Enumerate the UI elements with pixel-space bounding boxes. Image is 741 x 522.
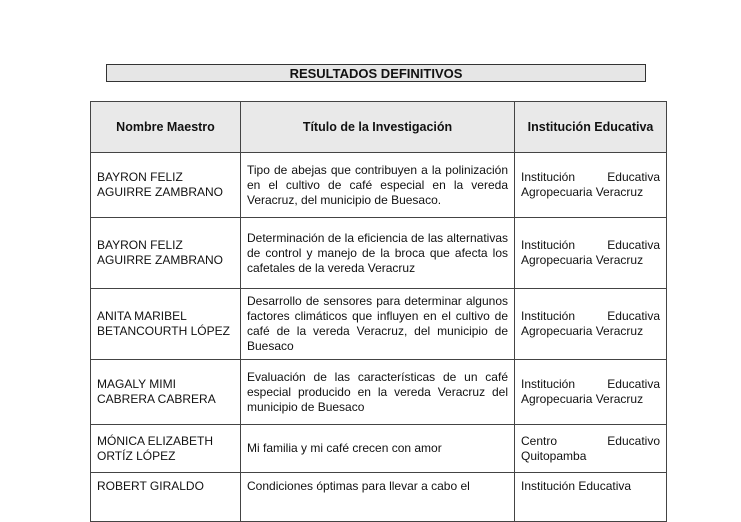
table-header-row <box>91 102 667 153</box>
title-cell: Mi familia y mi café crecen con amor <box>241 425 515 473</box>
institution-cell: Institución Educativa Agropecuaria Veracruz <box>515 218 667 289</box>
title-cell: Desarrollo de sensores para determinar algunos factores climáticos que influyen en el cultivo de café de la vereda Veracruz, del municipio de Buesaco <box>241 289 515 360</box>
table-row <box>91 360 667 425</box>
title-cell: Condiciones óptimas para llevar a cabo el <box>241 473 515 522</box>
header-teacher: Nombre Maestro <box>91 102 241 153</box>
teacher-cell: BAYRON FELIZ AGUIRRE ZAMBRANO <box>91 218 241 289</box>
table-row <box>91 289 667 360</box>
title-cell: Evaluación de las características de un café especial producido en la vereda Veracruz del municipio de Buesaco <box>241 360 515 425</box>
results-heading: RESULTADOS DEFINITIVOS <box>106 64 646 82</box>
institution-cell: Centro Educativo Quitopamba <box>515 425 667 473</box>
teacher-cell: BAYRON FELIZ AGUIRRE ZAMBRANO <box>91 153 241 218</box>
table-row <box>91 153 667 218</box>
teacher-cell: ROBERT GIRALDO <box>91 473 241 522</box>
header-title: Título de la Investigación <box>241 102 515 153</box>
teacher-cell: ANITA MARIBEL BETANCOURTH LÓPEZ <box>91 289 241 360</box>
header-institution: Institución Educativa <box>515 102 667 153</box>
institution-cell: Institución Educativa Agropecuaria Veracruz <box>515 153 667 218</box>
institution-cell: Institución Educativa Agropecuaria Veracruz <box>515 360 667 425</box>
table-row <box>91 473 667 522</box>
table-row <box>91 218 667 289</box>
institution-cell: Institución Educativa <box>515 473 667 522</box>
title-cell: Tipo de abejas que contribuyen a la polinización en el cultivo de café especial en la vereda Veracruz, del municipio de Buesaco. <box>241 153 515 218</box>
teacher-cell: MAGALY MIMI CABRERA CABRERA <box>91 360 241 425</box>
institution-cell: Institución Educativa Agropecuaria Veracruz <box>515 289 667 360</box>
teacher-cell: MÓNICA ELIZABETH ORTÍZ LÓPEZ <box>91 425 241 473</box>
title-cell: Determinación de la eficiencia de las alternativas de control y manejo de la broca que afecta los cafetales de la vereda Veracruz <box>241 218 515 289</box>
results-table <box>90 101 667 522</box>
table-row <box>91 425 667 473</box>
